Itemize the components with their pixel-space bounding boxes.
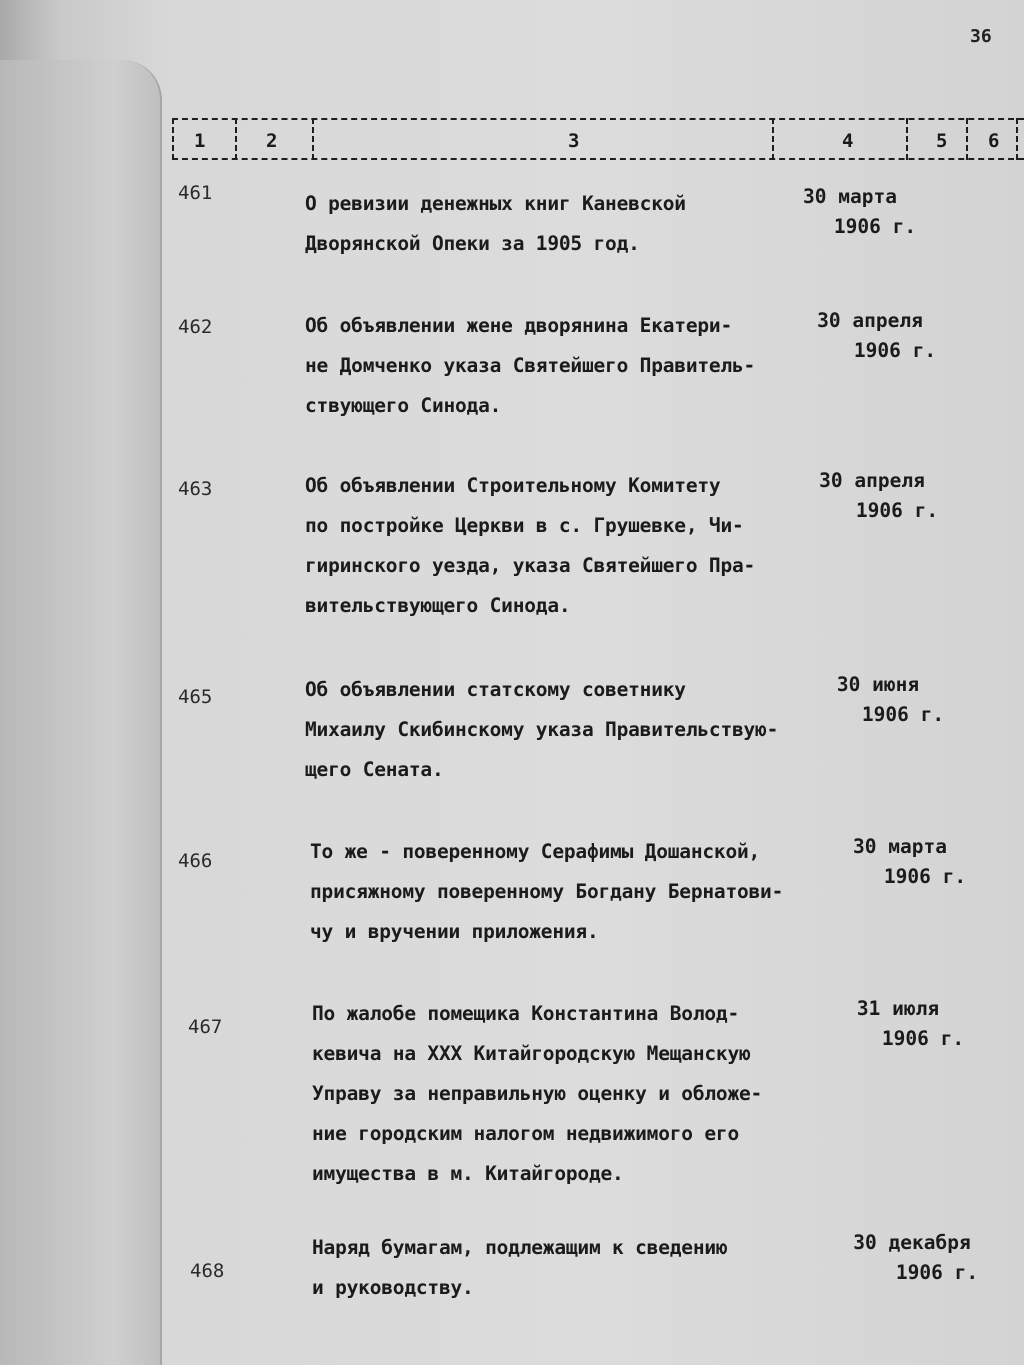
entry-date (830, 832, 970, 892)
entry-number: 462 (178, 316, 213, 338)
header-separator (772, 118, 774, 160)
entry-text: Наряд бумагам, подлежащим к сведению и руководству. (312, 1236, 728, 1299)
header-separator (906, 118, 908, 160)
entry-date-year: 1906 г. (895, 1261, 979, 1284)
header-col-2: 2 (266, 130, 278, 152)
header-col-3: 3 (568, 130, 580, 152)
header-separator (1016, 118, 1018, 160)
entry-date-year: 1906 г. (833, 215, 917, 238)
entry-date-day: 30 марта (803, 185, 897, 208)
header-separator (966, 118, 968, 160)
entry-date (800, 306, 940, 366)
entry-text: По жалобе помещика Константина Волод- кевича на ХХХ Китайгородскую Мещанскую Управу за неправильную оценку и обложе- ние городским налогом недвижимого его имущества в м. Китайгороде. (312, 1002, 763, 1185)
header-col-1: 1 (194, 130, 206, 152)
entry-number: 465 (178, 686, 213, 708)
entry-number: 466 (178, 850, 213, 872)
entry-date-year: 1906 г. (855, 499, 939, 522)
entry-text: Об объявлении Строительному Комитету по постройке Церкви в с. Грушевке, Чи- гиринского уезда, указа Святейшего Пра- вительствующего Синода. (305, 474, 756, 617)
entry-date-day: 30 декабря (853, 1231, 971, 1254)
previous-page-edge (0, 60, 162, 1365)
entry-date (802, 466, 942, 526)
entry-date-day: 30 апреля (817, 309, 923, 332)
entry-date-year: 1906 г. (853, 339, 937, 362)
header-separator (235, 118, 237, 160)
entry-date-year: 1906 г. (883, 865, 967, 888)
entry-text: О ревизии денежных книг Каневской Дворянской Опеки за 1905 год. (305, 192, 686, 255)
header-col-4: 4 (842, 130, 854, 152)
header-separator (312, 118, 314, 160)
entry-date-day: 31 июля (856, 997, 940, 1020)
header-bottom-rule (172, 158, 1024, 160)
entry-date-day: 30 июня (836, 673, 920, 696)
entry-date (828, 994, 968, 1054)
page-number: 36 (970, 26, 992, 47)
entry-number: 467 (188, 1016, 223, 1038)
entry-date-day: 30 марта (853, 835, 947, 858)
entry-text: Об объявлении жене дворянина Екатери- не Домченко указа Святейшего Правитель- ствующего Синода. (305, 314, 756, 417)
entry-text: Об объявлении статскому советнику Михаилу Скибинскому указа Правительствую- щего Сената. (305, 678, 779, 781)
entry-number: 463 (178, 478, 213, 500)
header-separator (172, 118, 174, 160)
header-col-5: 5 (936, 130, 948, 152)
entry-date (780, 182, 920, 242)
entry-date (842, 1228, 982, 1288)
header-top-rule (172, 118, 1024, 120)
entry-text: То же - поверенному Серафимы Дошанской, присяжному поверенному Богдану Бернатови- чу и вручении приложения. (310, 840, 784, 943)
entry-number: 461 (178, 182, 213, 204)
entry-date-year: 1906 г. (881, 1027, 965, 1050)
header-col-6: 6 (988, 130, 1000, 152)
entry-date-day: 30 апреля (819, 469, 925, 492)
entry-number: 468 (190, 1260, 225, 1282)
entry-date-year: 1906 г. (861, 703, 945, 726)
entry-date (808, 670, 948, 730)
